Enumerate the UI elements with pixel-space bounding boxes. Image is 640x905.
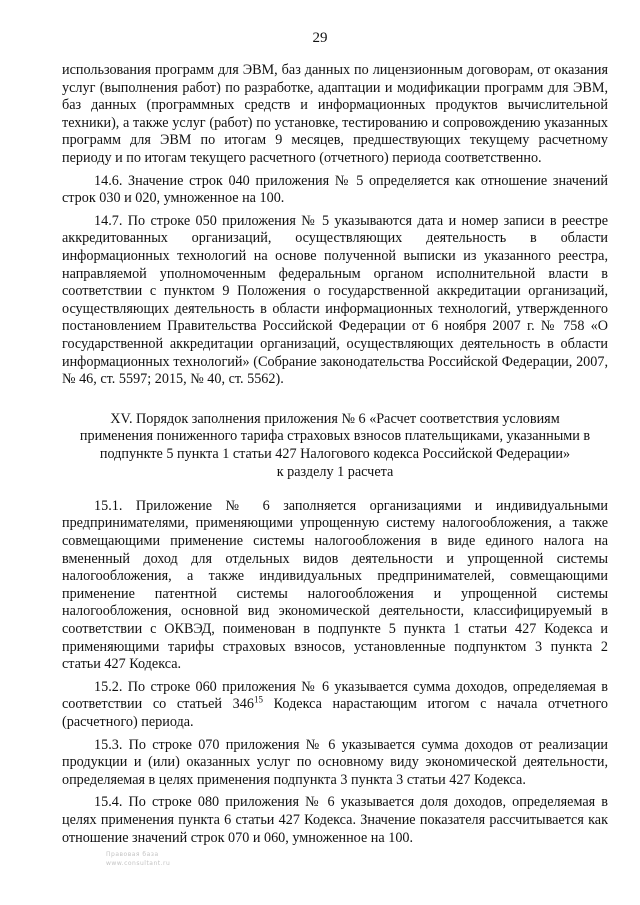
paragraph-15-2-text: 15.2. По строке 060 приложения № 6 указывается сумма доходов, определяемая в соответствии со статьей 346	[62, 678, 608, 713]
paragraph-15-1: 15.1. Приложение № 6 заполняется организациями и индивидуальными предпринимателями, применяющими упрощенную систему налогообложения, а также совмещающими применение системы налогообложения в виде единого налога на вмененный доход для отдельных видов деятельности и упрощенной системы налогообложения, а также индивидуальных предпринимателей, совмещающими применение патентной системы налогообложения и упрощенной системы налогообложения, основной вид экономической деятельности, классифицируемый в соответствии с ОКВЭД, поименован в подпункте 5 пункта 1 статьи 427 Кодекса и применяющими тарифы страховых взносов, установленные подпунктом 3 пункта 2 статьи 427 Кодекса.	[62, 497, 608, 673]
section-heading-line: к разделу 1 расчета	[276, 464, 394, 481]
section-heading-xv	[62, 411, 608, 482]
paragraph-14-7: 14.7. По строке 050 приложения № 5 указываются дата и номер записи в реестре аккредитованных организаций, осуществляющих деятельность в области информационных технологий на основе полученной выписки из указанного реестра, направляемой уполномоченным федеральным органом исполнительной власти в соответствии с пунктом 9 Положения о государственной аккредитации организаций, осуществляющих деятельность в области информационных технологий, утвержденного постановлением Правительства Российской Федерации от 6 ноября 2007 г. № 758 «О государственной аккредитации организаций, осуществляющих деятельность в области информационных технологий» (Собрание законодательства Российской Федерации, 2007, № 46, ст. 5597; 2015, № 40, ст. 5562).	[62, 212, 608, 388]
section-heading-line: применения пониженного тарифа страховых взносов плательщиками, указанными в	[79, 428, 591, 445]
paragraph-15-4: 15.4. По строке 080 приложения № 6 указывается доля доходов, определяемая в целях применения пункта 6 статьи 427 Кодекса. Значение показателя рассчитывается как отношение значений строк 070 и 060, умноженное на 100.	[62, 794, 608, 846]
paragraph-15-2	[62, 679, 608, 732]
faint-stamp	[106, 850, 170, 868]
paragraph-continuation: использования программ для ЭВМ, баз данных по лицензионным договорам, от оказания услуг (выполнения работ) по разработке, адаптации и модификации программ для ЭВМ, баз данных (программных средств и информационных продуктов вычислительной техники), а также услуг (работ) по установке, тестированию и сопровождению указанных программ для ЭВМ по итогам 9 месяцев, предшествующих текущему расчетному периоду и по итогам текущего расчетного (отчетного) периода соответственно.	[62, 62, 608, 166]
stamp-line: www.consultant.ru	[106, 860, 171, 867]
page-number: 29	[312, 30, 328, 46]
paragraph-14-6: 14.6. Значение строк 040 приложения № 5 определяется как отношение значений строк 030 и 020, умноженное на 100.	[62, 172, 608, 207]
paragraph-15-2-text-end: Кодекса нарастающим итогом с начала отчетного (расчетного) периода.	[62, 696, 609, 730]
article-superscript: 15	[253, 694, 263, 705]
section-heading-line: XV. Порядок заполнения приложения № 6 «Расчет соответствия условиям	[110, 410, 560, 427]
paragraph-15-3: 15.3. По строке 070 приложения № 6 указывается сумма доходов от реализации продукции и (или) оказанных услуг по основному виду экономической деятельности, определяемая в целях применения подпункта 3 пункта 3 статьи 427 Кодекса.	[62, 736, 608, 788]
document-body	[62, 62, 608, 852]
section-heading-line: подпункте 5 пункта 1 статьи 427 Налогового кодекса Российской Федерации»	[99, 446, 571, 463]
stamp-line: Правовая база	[106, 851, 159, 858]
